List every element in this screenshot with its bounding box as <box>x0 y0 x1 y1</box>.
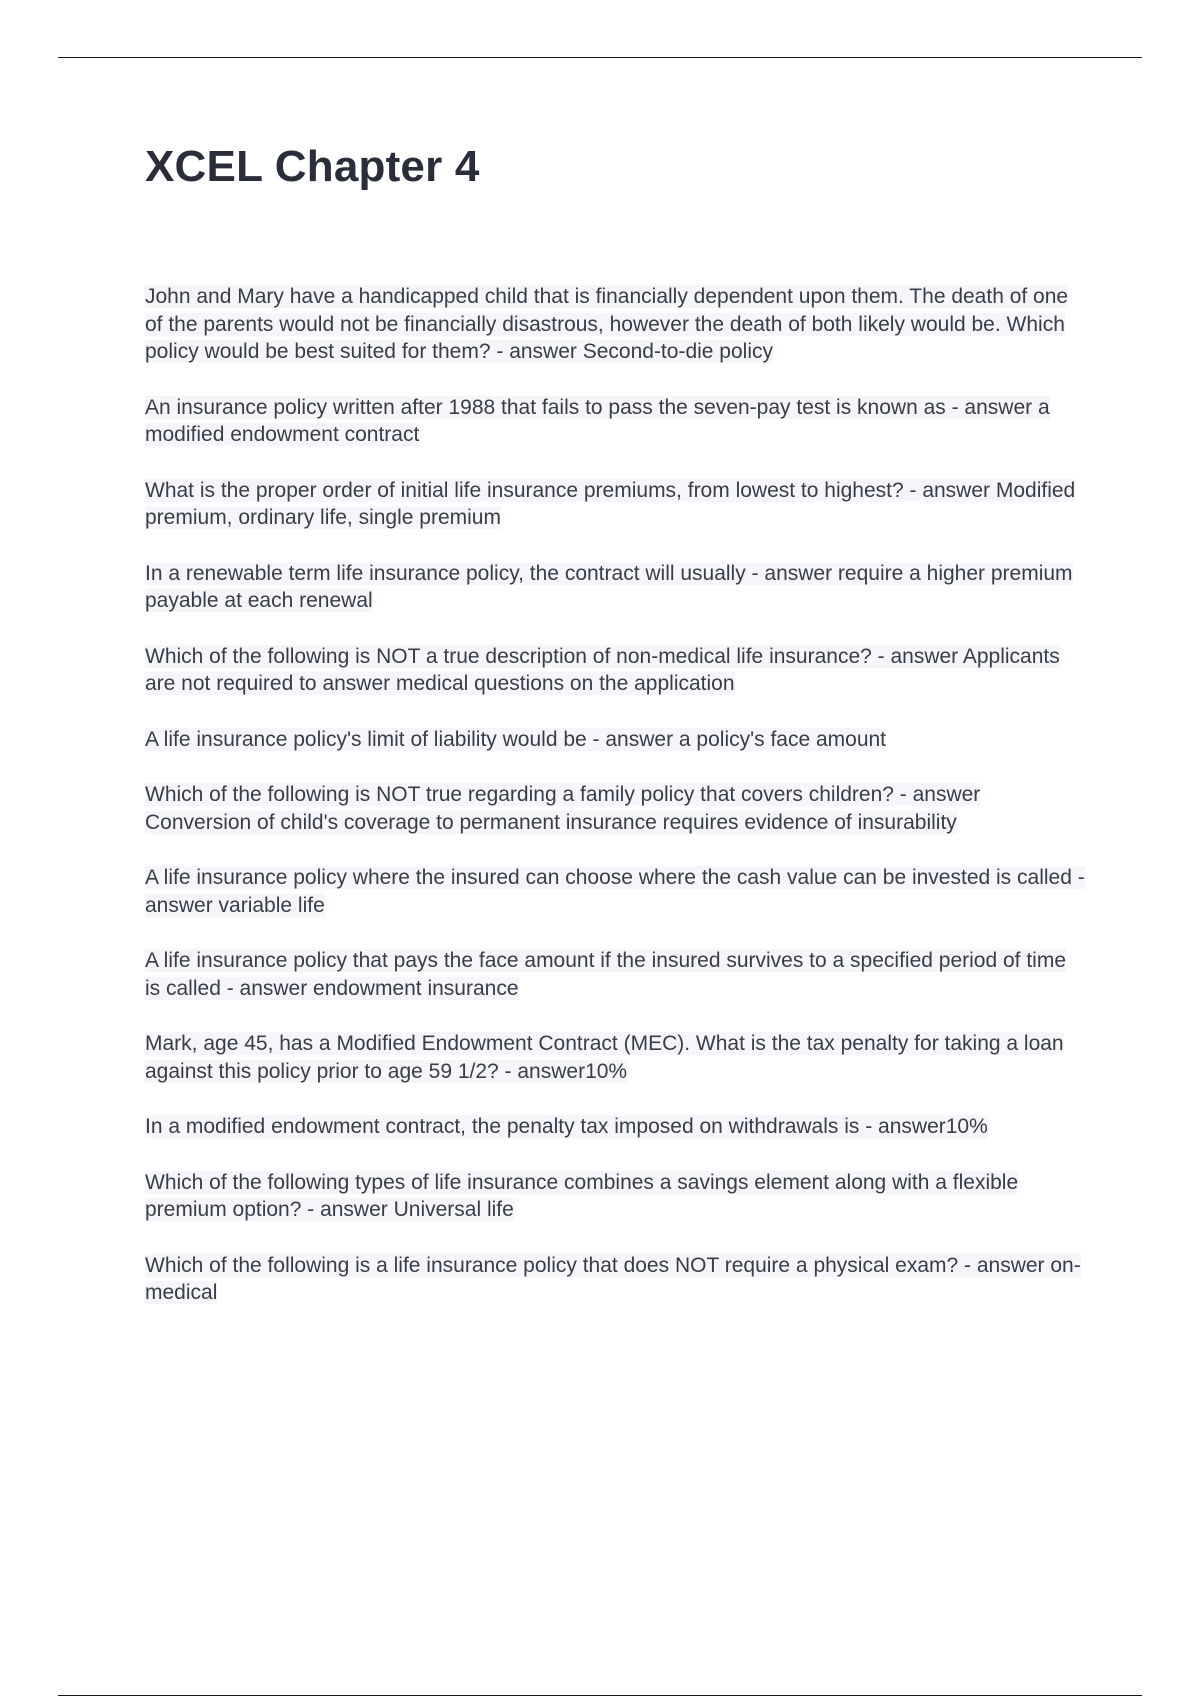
qa-item <box>145 781 1085 836</box>
qa-item <box>145 1030 1085 1085</box>
qa-text: In a renewable term life insurance policy, the contract will usually - answer require a higher premium payable at each renewal <box>145 561 1073 612</box>
qa-item <box>145 947 1085 1002</box>
qa-item <box>145 1252 1085 1307</box>
qa-item <box>145 726 1085 754</box>
qa-item <box>145 643 1085 698</box>
qa-item <box>145 394 1085 449</box>
qa-text: What is the proper order of initial life insurance premiums, from lowest to highest? - answer Modified premium, ordinary life, single premium <box>145 478 1076 529</box>
qa-item <box>145 560 1085 615</box>
qa-text: Mark, age 45, has a Modified Endowment Contract (MEC). What is the tax penalty for taking a loan against this policy prior to age 59 1/2? - answer10% <box>145 1032 1064 1083</box>
qa-text: John and Mary have a handicapped child that is financially dependent upon them. The death of one of the parents would not be financially disastrous, however the death of both likely would be. Which policy would be best suited for them? - answer Second-to-die policy <box>145 285 1069 363</box>
top-divider <box>58 57 1142 58</box>
qa-text: A life insurance policy that pays the face amount if the insured survives to a specified period of time is called - answer endowment insurance <box>145 949 1066 1000</box>
qa-text: In a modified endowment contract, the penalty tax imposed on withdrawals is - answer10% <box>145 1115 988 1138</box>
qa-text: Which of the following is NOT a true description of non-medical life insurance? - answer Applicants are not required to answer medical questions on the application <box>145 644 1060 695</box>
qa-text: An insurance policy written after 1988 that fails to pass the seven-pay test is known as - answer a modified endowment contract <box>145 395 1050 446</box>
qa-text: A life insurance policy's limit of liability would be - answer a policy's face amount <box>145 727 887 751</box>
qa-item <box>145 283 1085 366</box>
page-title: XCEL Chapter 4 <box>145 142 480 191</box>
qa-text: A life insurance policy where the insured can choose where the cash value can be invested is called - answer variable life <box>145 866 1085 917</box>
qa-text: Which of the following types of life insurance combines a savings element along with a flexible premium option? - answer Universal life <box>145 1170 1019 1221</box>
qa-item <box>145 477 1085 532</box>
qa-list <box>145 283 1085 1335</box>
qa-text: Which of the following is a life insurance policy that does NOT require a physical exam? - answer on-medical <box>145 1253 1081 1304</box>
bottom-divider <box>58 1695 1142 1696</box>
qa-item <box>145 864 1085 919</box>
qa-item <box>145 1113 1085 1141</box>
qa-item <box>145 1169 1085 1224</box>
qa-text: Which of the following is NOT true regarding a family policy that covers children? - answer Conversion of child's coverage to permanent insurance requires evidence of insurability <box>145 783 981 834</box>
